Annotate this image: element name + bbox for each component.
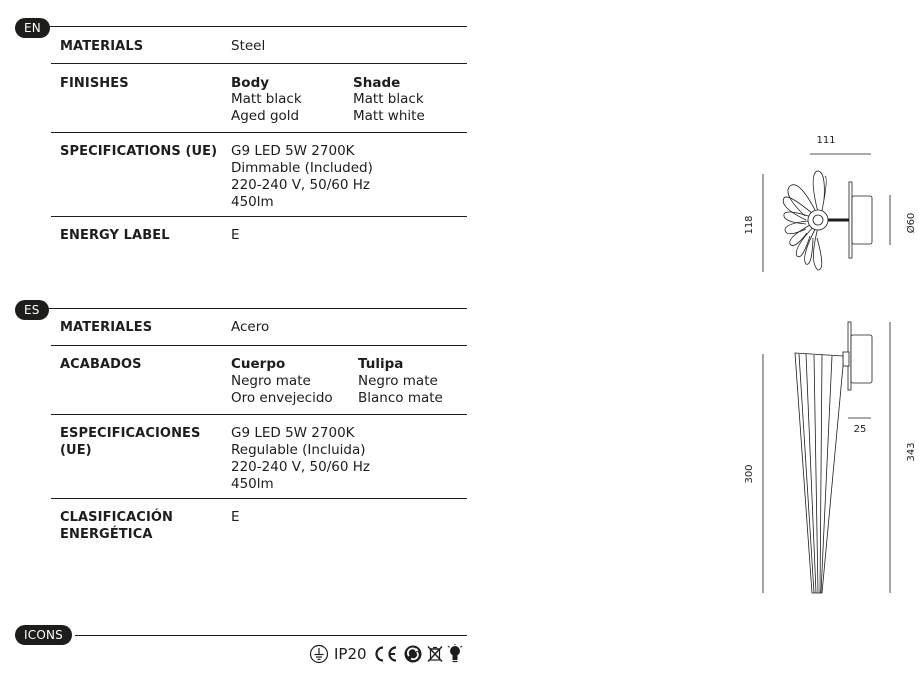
es-cuerpo-finish-1: Negro mate xyxy=(231,373,311,389)
es-clasificacion-label: CLASIFICACIÓN xyxy=(60,510,174,525)
es-spec-line: Regulable (Incluida) xyxy=(231,442,366,458)
en-materials-value: Steel xyxy=(231,38,266,54)
width-dimension: 111 xyxy=(816,135,836,146)
depth-dimension: 25 xyxy=(853,424,867,435)
recycle-icon xyxy=(403,644,423,664)
total-height-dimension: 343 xyxy=(906,442,917,462)
en-language-badge: EN xyxy=(15,18,50,38)
led-bulb-icon xyxy=(447,644,463,664)
en-body-heading: Body xyxy=(231,75,270,91)
en-finishes-label: FINISHES xyxy=(60,76,129,91)
en-spec-line: 450lm xyxy=(231,194,274,210)
en-materials-label: MATERIALS xyxy=(60,39,144,54)
en-shade-finish-2: Matt white xyxy=(353,108,425,124)
es-tulipa-finish-2: Blanco mate xyxy=(358,390,443,406)
es-materiales-value: Acero xyxy=(231,319,270,335)
es-tulipa-heading: Tulipa xyxy=(358,356,404,372)
en-spec-line: 220-240 V, 50/60 Hz xyxy=(231,177,370,193)
es-header-line xyxy=(49,308,467,309)
es-clasificacion-label-2: ENERGÉTICA xyxy=(60,527,153,542)
es-especificaciones-label-2: (UE) xyxy=(60,443,92,458)
es-tulipa-finish-1: Negro mate xyxy=(358,373,438,389)
es-divider-1 xyxy=(51,345,467,346)
es-spec-line: 450lm xyxy=(231,476,274,492)
es-divider-2 xyxy=(51,414,467,415)
es-cuerpo-finish-2: Oro envejecido xyxy=(231,390,333,406)
cone-shade-drawing xyxy=(795,353,843,593)
height-top-dimension: 118 xyxy=(744,215,755,235)
en-body-finish-1: Matt black xyxy=(231,91,302,107)
icons-badge: ICONS xyxy=(15,625,72,645)
en-specifications-label: SPECIFICATIONS (UE) xyxy=(60,144,218,159)
es-clasificacion-value: E xyxy=(231,509,240,525)
shade-length-dimension: 300 xyxy=(744,464,755,484)
es-materiales-label: MATERIALES xyxy=(60,320,153,335)
es-spec-line: G9 LED 5W 2700K xyxy=(231,425,355,441)
en-header-line xyxy=(49,26,467,27)
es-language-badge: ES xyxy=(15,300,49,320)
en-energy-value: E xyxy=(231,227,240,243)
shell-shade-drawing xyxy=(783,171,849,270)
ip-rating: IP20 xyxy=(334,645,367,663)
en-spec-line: Dimmable (Included) xyxy=(231,160,373,176)
en-body-finish-2: Aged gold xyxy=(231,108,300,124)
ce-mark-icon xyxy=(372,644,400,664)
en-spec-line: G9 LED 5W 2700K xyxy=(231,143,355,159)
diameter-dimension: Ø60 xyxy=(906,212,917,234)
es-especificaciones-label: ESPECIFICACIONES xyxy=(60,426,201,441)
es-cuerpo-heading: Cuerpo xyxy=(231,356,286,372)
wall-plate-top-view xyxy=(849,182,852,258)
en-divider-3 xyxy=(51,216,467,217)
weee-bin-icon xyxy=(426,644,444,664)
en-shade-finish-1: Matt black xyxy=(353,91,424,107)
certification-icons xyxy=(309,643,463,665)
en-shade-heading: Shade xyxy=(353,75,401,91)
es-divider-3 xyxy=(51,498,467,499)
en-divider-1 xyxy=(51,63,467,64)
es-spec-line: 220-240 V, 50/60 Hz xyxy=(231,459,370,475)
en-energy-label: ENERGY LABEL xyxy=(60,228,170,243)
en-divider-2 xyxy=(51,132,467,133)
icons-header-line xyxy=(75,635,467,636)
es-acabados-label: ACABADOS xyxy=(60,357,142,372)
wall-plate-side-view xyxy=(848,322,851,390)
ground-class-icon xyxy=(309,644,329,664)
